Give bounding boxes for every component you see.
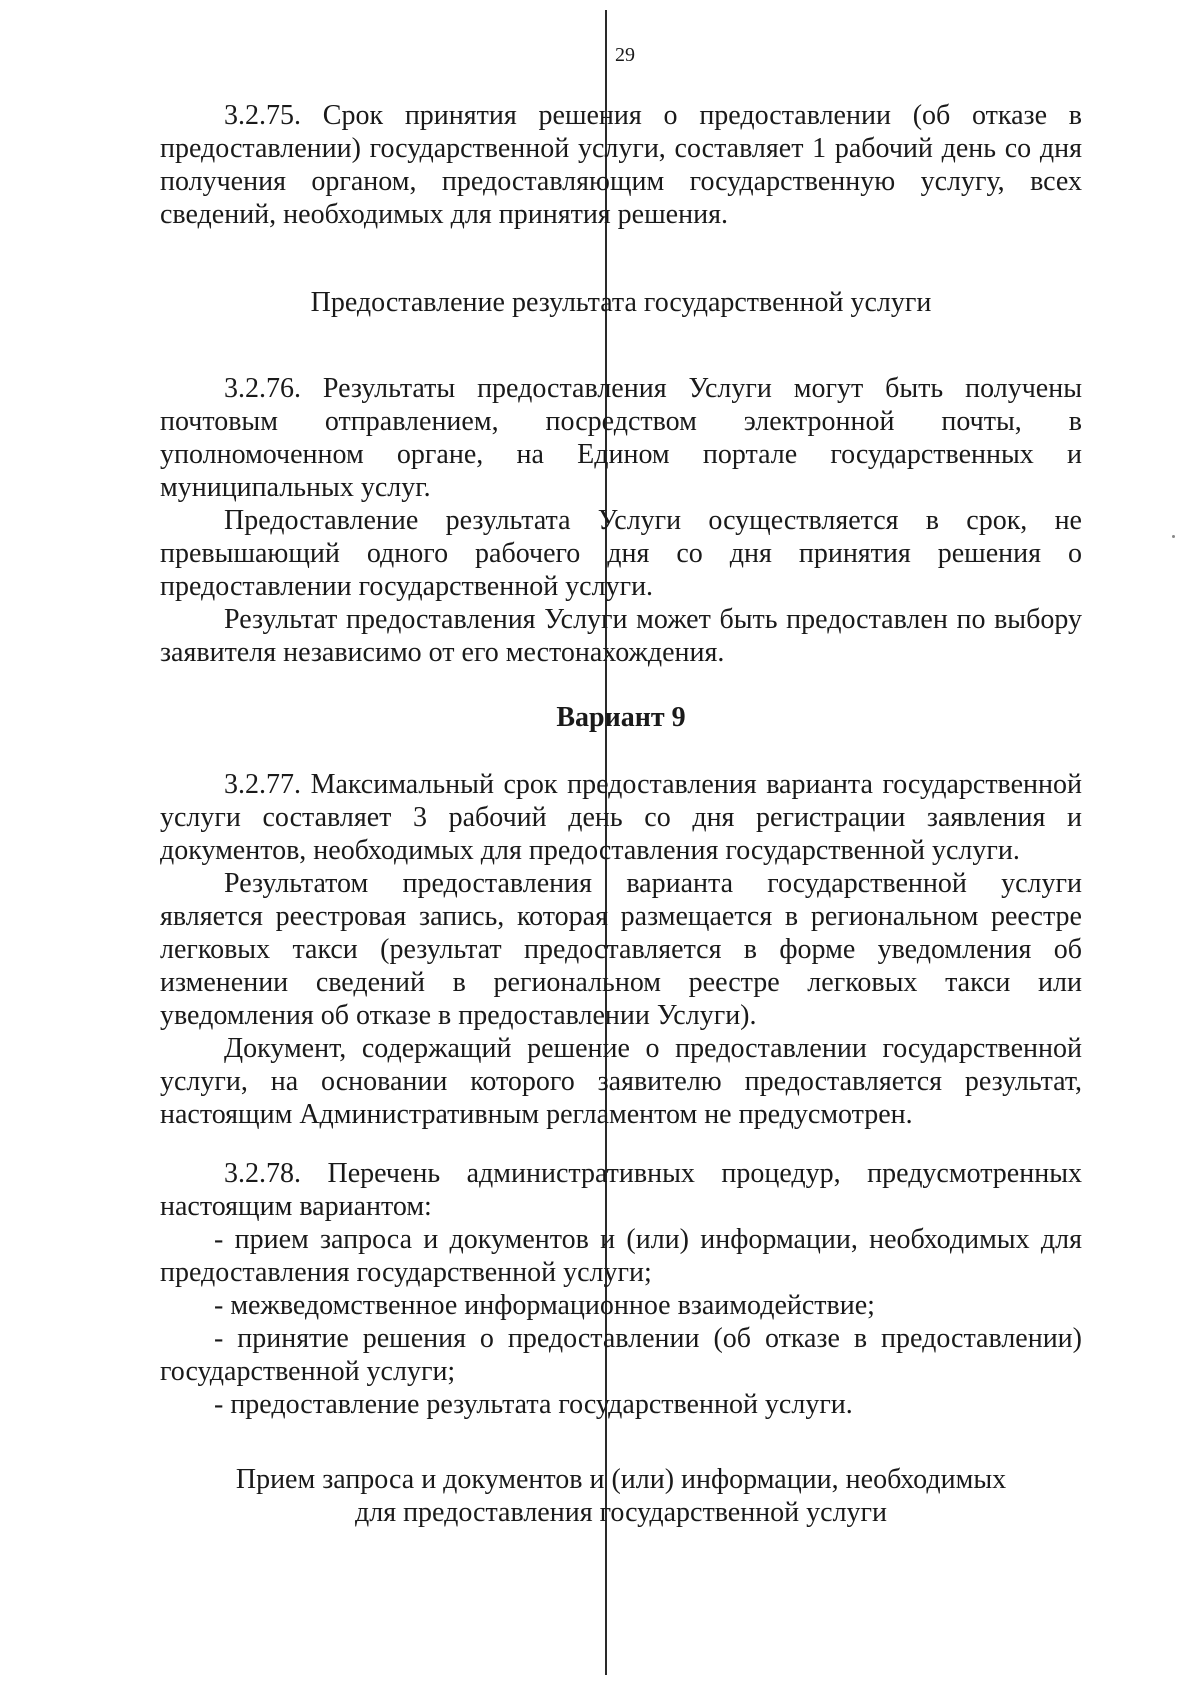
heading-request-intake bbox=[160, 1463, 1082, 1529]
section-3-2-75 bbox=[160, 99, 1082, 231]
paragraph: 3.2.76. Результаты предоставления Услуги могут быть получены почтовым отправлением, посредством электронной почты, в уполномоченном органе, на Едином портале государственных и муниципальных услуг. bbox=[160, 373, 1082, 503]
paragraph: Предоставление результата Услуги осуществляется в срок, не превышающий одного рабочего дня со дня принятия решения о предоставлении государственной услуги. bbox=[160, 505, 1082, 602]
section-3-2-76 bbox=[160, 372, 1082, 669]
heading-result: Предоставление результата государственной услуги bbox=[310, 287, 932, 318]
page-number: 29 bbox=[615, 44, 635, 66]
list-item: - прием запроса и документов и (или) информации, необходимых для предоставления государственной услуги; bbox=[160, 1224, 1082, 1288]
paragraph: 3.2.77. Максимальный срок предоставления варианта государственной услуги составляет 3 рабочий день со дня регистрации заявления и документов, необходимых для предоставления государственной услуги. bbox=[160, 769, 1082, 866]
heading-variant-9: Вариант 9 bbox=[556, 702, 686, 733]
heading-line-1: Прием запроса и документов и (или) информации, необходимых bbox=[235, 1464, 1007, 1495]
list-item: - принятие решения о предоставлении (об отказе в предоставлении) государственной услуги; bbox=[160, 1323, 1082, 1387]
section-3-2-78 bbox=[160, 1157, 1082, 1421]
paragraph: Результатом предоставления варианта государственной услуги является реестровая запись, которая размещается в региональном реестре легковых такси (результат предоставляется в форме уведомления об изменении сведений в региональном реестре легковых такси или уведомления об отказе в предоставлении Услуги). bbox=[160, 868, 1082, 1031]
section-3-2-77 bbox=[160, 768, 1082, 1131]
scan-speck bbox=[1172, 535, 1175, 538]
paragraph: Результат предоставления Услуги может быть предоставлен по выбору заявителя независимо от его местонахождения. bbox=[160, 604, 1082, 668]
paragraph: 3.2.75. Срок принятия решения о предоставлении (об отказе в предоставлении) государственной услуги, составляет 1 рабочий день со дня получения органом, предоставляющим государственную услугу, всех сведений, необходимых для принятия решения. bbox=[160, 100, 1082, 230]
list-item: - предоставление результата государственной услуги. bbox=[214, 1389, 853, 1420]
paragraph: 3.2.78. Перечень административных процедур, предусмотренных настоящим вариантом: bbox=[160, 1158, 1082, 1222]
paragraph: Документ, содержащий решение о предоставлении государственной услуги, на основании которого заявителю предоставляется результат, настоящим Административным регламентом не предусмотрен. bbox=[160, 1033, 1082, 1130]
list-item: - межведомственное информационное взаимодействие; bbox=[214, 1290, 875, 1321]
heading-line-2: для предоставления государственной услуги bbox=[354, 1497, 888, 1528]
